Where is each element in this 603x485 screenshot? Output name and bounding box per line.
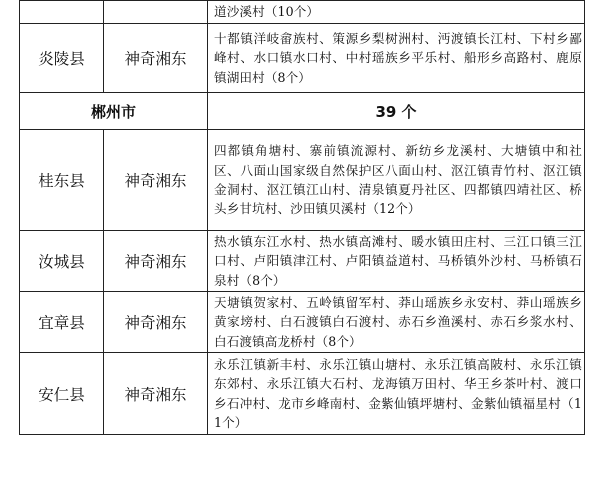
villages-cell: 天塘镇贺家村、五岭镇留军村、莽山瑶族乡永安村、莽山瑶族乡黄家塝村、白石渡镇白石渡村、赤石乡渔溪村、赤石乡浆水村、白石渡镇高龙桥村（8个） (208, 292, 585, 353)
table-row (20, 1, 585, 24)
brand-cell: 神奇湘东 (104, 292, 208, 353)
county-cell: 宜章县 (20, 292, 104, 353)
county-cell: 汝城县 (20, 231, 104, 292)
villages-cell: 四都镇角塘村、寨前镇流源村、新纺乡龙溪村、大塘镇中和社区、八面山国家级自然保护区八面山村、沤江镇青竹村、沤江镇金洞村、沤江镇江山村、清泉镇夏丹社区、四都镇四靖社区、桥头乡甘坑村、沙田镇贝溪村（12个） (208, 130, 585, 231)
county-cell: 桂东县 (20, 130, 104, 231)
brand-cell: 神奇湘东 (104, 130, 208, 231)
county-cell (20, 1, 104, 24)
table-row (20, 24, 585, 93)
city-total: 39 个 (208, 93, 585, 130)
table-row (20, 353, 585, 435)
villages-cell: 十都镇洋岐畲族村、策源乡梨树洲村、沔渡镇长江村、下村乡鄙峰村、水口镇水口村、中村瑶族乡平乐村、船形乡高路村、鹿原镇湖田村（8个） (208, 24, 585, 93)
city-row (20, 93, 585, 130)
table-row (20, 292, 585, 353)
table-row (20, 130, 585, 231)
villages-cell: 道沙溪村（10个） (208, 1, 585, 24)
county-cell: 安仁县 (20, 353, 104, 435)
city-name: 郴州市 (20, 93, 208, 130)
table-row (20, 231, 585, 292)
brand-cell: 神奇湘东 (104, 24, 208, 93)
brand-cell: 神奇湘东 (104, 231, 208, 292)
brand-cell: 神奇湘东 (104, 353, 208, 435)
villages-cell: 热水镇东江水村、热水镇高滩村、暖水镇田庄村、三江口镇三江口村、卢阳镇津江村、卢阳镇益道村、马桥镇外沙村、马桥镇石泉村（8个） (208, 231, 585, 292)
county-cell: 炎陵县 (20, 24, 104, 93)
villages-cell: 永乐江镇新丰村、永乐江镇山塘村、永乐江镇高陂村、永乐江镇东郊村、永乐江镇大石村、龙海镇万田村、华王乡茶叶村、渡口乡石冲村、龙市乡峰南村、金紫仙镇坪塘村、金紫仙镇福星村（11个） (208, 353, 585, 435)
villages-table (19, 0, 585, 435)
brand-cell (104, 1, 208, 24)
